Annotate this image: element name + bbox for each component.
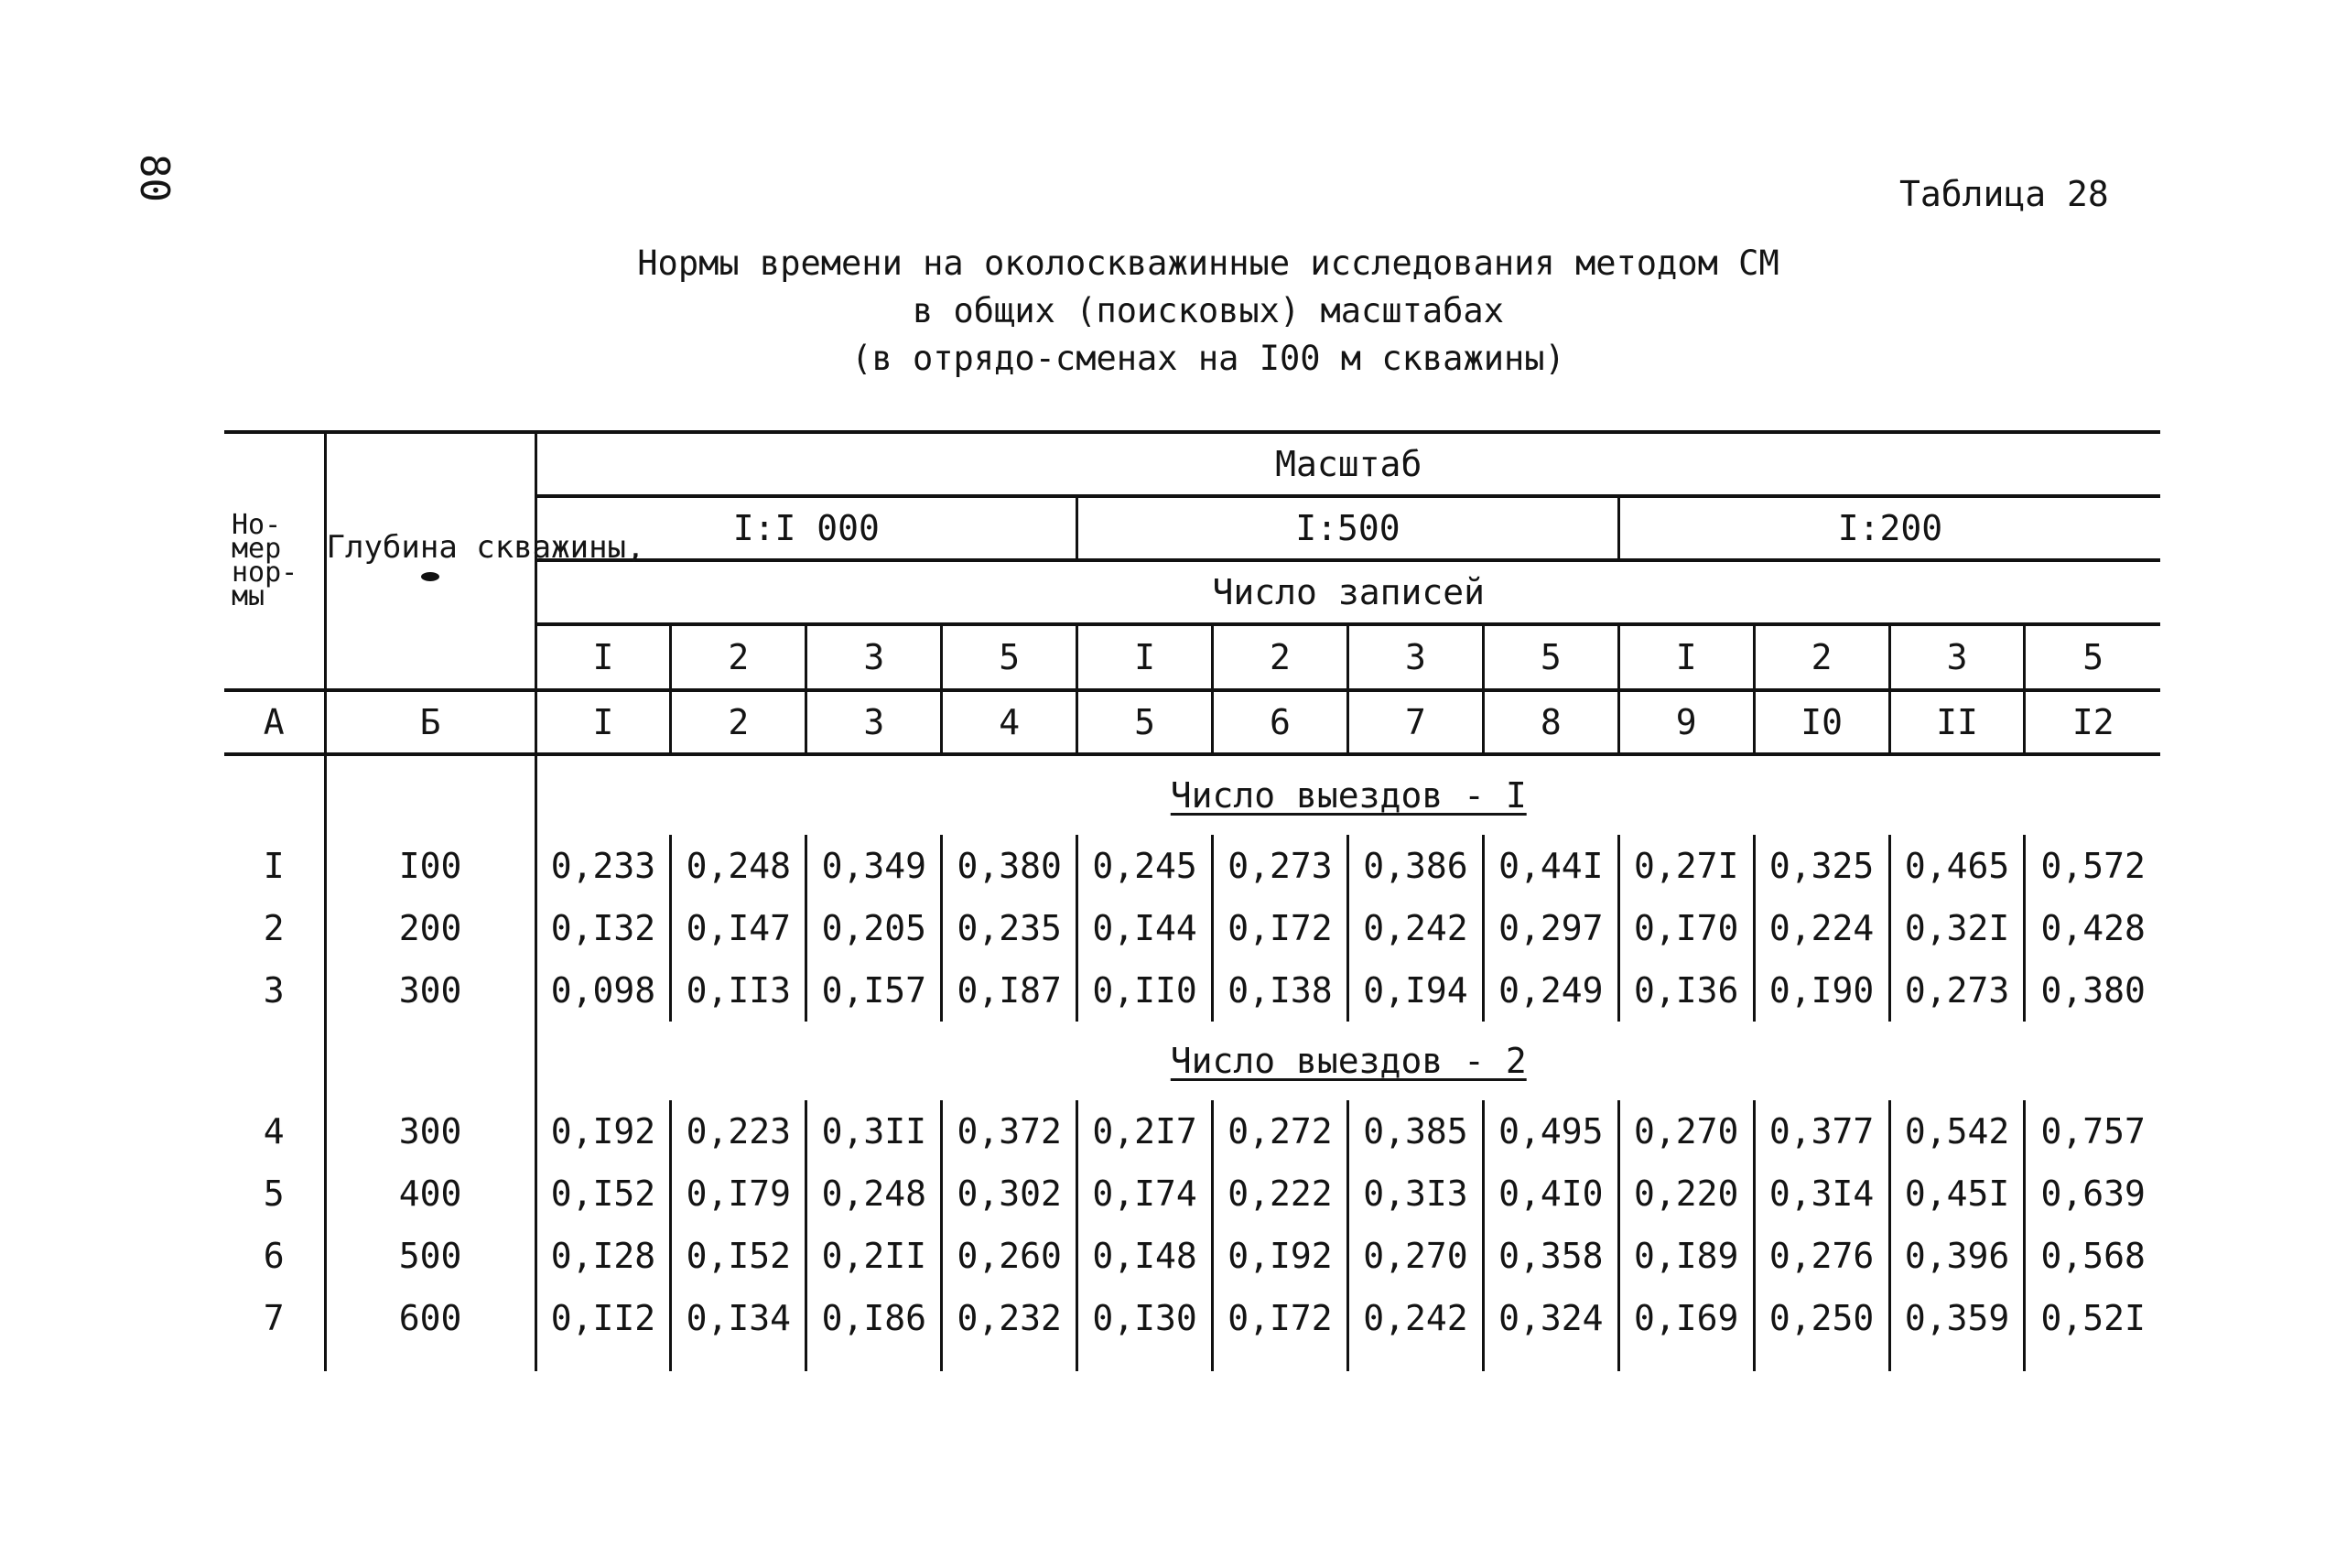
value-cell: 0,I69: [1618, 1287, 1754, 1349]
column-numbers-row: [224, 690, 2160, 754]
value-cell: 0,568: [2040, 1236, 2146, 1276]
value-cell: 0,I30: [1077, 1287, 1213, 1349]
value-cell: 0,248: [806, 1162, 942, 1225]
value-cell: 0,I74: [1077, 1162, 1213, 1225]
section-cell-b: [325, 754, 535, 835]
value-cell: 0,273: [1213, 835, 1348, 897]
column-number-cell: 9: [1618, 690, 1754, 754]
value-cell: 0,572: [2040, 846, 2146, 886]
value-cell: 0,325: [1754, 835, 1889, 897]
table-row: [224, 835, 2160, 897]
value-cell: 0,235: [942, 897, 1077, 959]
value-cell: 0,260: [942, 1225, 1077, 1287]
value-cell: 0,I57: [806, 959, 942, 1022]
value-cell: 0,2I7: [1077, 1100, 1213, 1162]
value-cell: 0,270: [1618, 1100, 1754, 1162]
value-cell: 0,272: [1213, 1100, 1348, 1162]
value-cell: 0,II2: [535, 1287, 671, 1349]
norm-number-cell: I: [224, 835, 325, 897]
value-cell: 0,349: [806, 835, 942, 897]
column-letter-a: А: [224, 690, 325, 754]
table-row: [224, 1100, 2160, 1162]
column-letter-b: Б: [325, 690, 535, 754]
gap-cell: [1077, 1349, 1213, 1371]
section-title-cell: [535, 754, 2160, 835]
table-body: [224, 754, 2160, 1371]
value-cell: 0,3I3: [1347, 1162, 1483, 1225]
value-cell: 0,242: [1347, 897, 1483, 959]
value-cell: 0,I47: [671, 897, 806, 959]
value-cell: 0,224: [1754, 897, 1889, 959]
value-cell: 0,495: [1483, 1100, 1618, 1162]
section-title: Число выездов - 2: [1170, 1041, 1527, 1081]
gap-cell: [1754, 1349, 1889, 1371]
value-cell: 0,I48: [1077, 1225, 1213, 1287]
value-cell: 0,249: [1483, 959, 1618, 1022]
records-count-cell: 3: [1347, 624, 1483, 690]
header-records: Число записей: [535, 560, 2160, 624]
header-well-depth: [325, 432, 645, 690]
depth-cell: 600: [325, 1287, 535, 1349]
value-cell: 0,II0: [1077, 959, 1213, 1022]
header-scale: Масштаб: [535, 432, 2160, 496]
column-number-cell: 5: [1077, 690, 1213, 754]
depth-cell: 500: [325, 1225, 535, 1287]
value-cell: 0,396: [1889, 1225, 2025, 1287]
value-cell: 0,276: [1754, 1225, 1889, 1287]
value-cell: 0,3I4: [1754, 1162, 1889, 1225]
value-cell: 0,222: [1213, 1162, 1348, 1225]
records-count-cell: 3: [1889, 624, 2025, 690]
section-row: [224, 754, 2160, 835]
scale-1: I:I 000: [535, 496, 1077, 560]
value-cell: 0,372: [942, 1100, 1077, 1162]
value-cell: 0,270: [1347, 1225, 1483, 1287]
norm-number-cell: 3: [224, 959, 325, 1022]
unit-dot-icon: [421, 572, 439, 581]
column-number-cell: 6: [1213, 690, 1348, 754]
value-cell: 0,I87: [942, 959, 1077, 1022]
depth-cell: 400: [325, 1162, 535, 1225]
value-cell: 0,I44: [1077, 897, 1213, 959]
gap-cell: [325, 1349, 535, 1371]
records-count-cell: 5: [942, 624, 1077, 690]
value-cell: 0,232: [942, 1287, 1077, 1349]
value-cell: 0,245: [1077, 835, 1213, 897]
records-count-cell: 5: [1483, 624, 1618, 690]
value-cell: 0,428: [2040, 908, 2146, 948]
norms-table: [224, 430, 2160, 1371]
value-cell: 0,I79: [671, 1162, 806, 1225]
value-cell: 0,II3: [671, 959, 806, 1022]
value-cell: 0,44I: [1483, 835, 1618, 897]
gap-cell: [224, 1349, 325, 1371]
gap-cell: [1347, 1349, 1483, 1371]
value-cell: 0,32I: [1889, 897, 2025, 959]
value-cell: 0,757: [2040, 1111, 2146, 1152]
section-cell-b: [325, 1022, 535, 1100]
value-cell: 0,380: [942, 835, 1077, 897]
section-row: [224, 1022, 2160, 1100]
value-cell: 0,I72: [1213, 1287, 1348, 1349]
gap-cell: [1483, 1349, 1618, 1371]
value-cell: 0,52I: [2040, 1298, 2146, 1338]
norm-number-cell: 6: [224, 1225, 325, 1287]
value-cell: 0,358: [1483, 1225, 1618, 1287]
gap-cell: [1213, 1349, 1348, 1371]
value-cell: 0,I90: [1754, 959, 1889, 1022]
gap-cell: [1889, 1349, 2025, 1371]
column-number-cell: I: [535, 690, 671, 754]
section-cell-a: [224, 754, 325, 835]
section-title: Число выездов - I: [1170, 775, 1527, 816]
records-count-cell: I: [1077, 624, 1213, 690]
records-count-cell: 2: [671, 624, 806, 690]
gap-cell: [671, 1349, 806, 1371]
gap-cell: [942, 1349, 1077, 1371]
value-cell: 0,386: [1347, 835, 1483, 897]
records-count-cell: I: [1618, 624, 1754, 690]
norm-number-cell: 2: [224, 897, 325, 959]
norm-number-cell: 5: [224, 1162, 325, 1225]
scale-2: I:500: [1077, 496, 1619, 560]
section-title-cell: [535, 1022, 2160, 1100]
depth-cell: I00: [325, 835, 535, 897]
column-number-cell: 4: [942, 690, 1077, 754]
value-cell: 0,359: [1889, 1287, 2025, 1349]
value-cell: 0,I70: [1618, 897, 1754, 959]
depth-cell: 300: [325, 1100, 535, 1162]
section-cell-a: [224, 1022, 325, 1100]
value-cell: 0,I89: [1618, 1225, 1754, 1287]
value-cell: 0,273: [1889, 959, 2025, 1022]
value-cell: 0,I36: [1618, 959, 1754, 1022]
page-number: 80: [131, 154, 178, 202]
value-cell: 0,I52: [671, 1225, 806, 1287]
value-cell: 0,385: [1347, 1100, 1483, 1162]
value-cell: 0,302: [942, 1162, 1077, 1225]
records-count-cell: 2: [1754, 624, 1889, 690]
column-number-cell: 2: [671, 690, 806, 754]
header-norm-number: Но- мер нор- мы: [224, 432, 325, 690]
column-number-cell: I0: [1754, 690, 1889, 754]
column-number-cell: 7: [1347, 690, 1483, 754]
value-cell: 0,242: [1347, 1287, 1483, 1349]
table-row: [224, 959, 2160, 1022]
value-cell: 0,I86: [806, 1287, 942, 1349]
depth-cell: 200: [325, 897, 535, 959]
table-bottom-gap: [224, 1349, 2160, 1371]
table-row: [224, 1225, 2160, 1287]
gap-cell: [1618, 1349, 1754, 1371]
column-number-cell: II: [1889, 690, 2025, 754]
value-cell: 0,233: [535, 835, 671, 897]
gap-cell: [2025, 1349, 2160, 1371]
value-cell: 0,639: [2040, 1173, 2146, 1214]
value-cell: 0,465: [1889, 835, 2025, 897]
value-cell: 0,I72: [1213, 897, 1348, 959]
records-count-cell: 3: [806, 624, 942, 690]
records-count-cell: I: [535, 624, 671, 690]
value-cell: 0,380: [2040, 970, 2146, 1011]
table-title: [513, 240, 1904, 383]
value-cell: 0,098: [535, 959, 671, 1022]
value-cell: 0,205: [806, 897, 942, 959]
records-count-cell: 2: [1213, 624, 1348, 690]
value-cell: 0,4I0: [1483, 1162, 1618, 1225]
value-cell: 0,I32: [535, 897, 671, 959]
value-cell: 0,248: [671, 835, 806, 897]
value-cell: 0,45I: [1889, 1162, 2025, 1225]
value-cell: 0,250: [1754, 1287, 1889, 1349]
header-well-depth-label: Глубина скважины,: [326, 529, 645, 566]
depth-cell: 300: [325, 959, 535, 1022]
gap-cell: [535, 1349, 671, 1371]
norm-number-cell: 4: [224, 1100, 325, 1162]
value-cell: 0,I28: [535, 1225, 671, 1287]
title-line-2: в общих (поисковых) масштабах: [912, 291, 1504, 330]
value-cell: 0,I94: [1347, 959, 1483, 1022]
value-cell: 0,I92: [535, 1100, 671, 1162]
records-count-cell: 5: [2082, 637, 2104, 677]
value-cell: 0,I38: [1213, 959, 1348, 1022]
title-line-3: (в отрядо-сменах на I00 м скважины): [851, 339, 1565, 378]
column-number-cell: 3: [806, 690, 942, 754]
value-cell: 0,324: [1483, 1287, 1618, 1349]
value-cell: 0,2II: [806, 1225, 942, 1287]
scale-3: I:200: [1618, 496, 2160, 560]
value-cell: 0,I34: [671, 1287, 806, 1349]
gap-cell: [806, 1349, 942, 1371]
value-cell: 0,3II: [806, 1100, 942, 1162]
value-cell: 0,220: [1618, 1162, 1754, 1225]
title-line-1: Нормы времени на околоскважинные исследования методом СМ: [637, 243, 1779, 283]
value-cell: 0,27I: [1618, 835, 1754, 897]
value-cell: 0,I52: [535, 1162, 671, 1225]
value-cell: 0,297: [1483, 897, 1618, 959]
value-cell: 0,377: [1754, 1100, 1889, 1162]
table-row: [224, 897, 2160, 959]
column-number-cell: 8: [1483, 690, 1618, 754]
value-cell: 0,223: [671, 1100, 806, 1162]
table-row: [224, 1162, 2160, 1225]
norm-number-cell: 7: [224, 1287, 325, 1349]
column-number-cell: I2: [2025, 690, 2160, 754]
value-cell: 0,I92: [1213, 1225, 1348, 1287]
value-cell: 0,542: [1889, 1100, 2025, 1162]
table-label: Таблица 28: [1899, 174, 2109, 214]
table-row: [224, 1287, 2160, 1349]
